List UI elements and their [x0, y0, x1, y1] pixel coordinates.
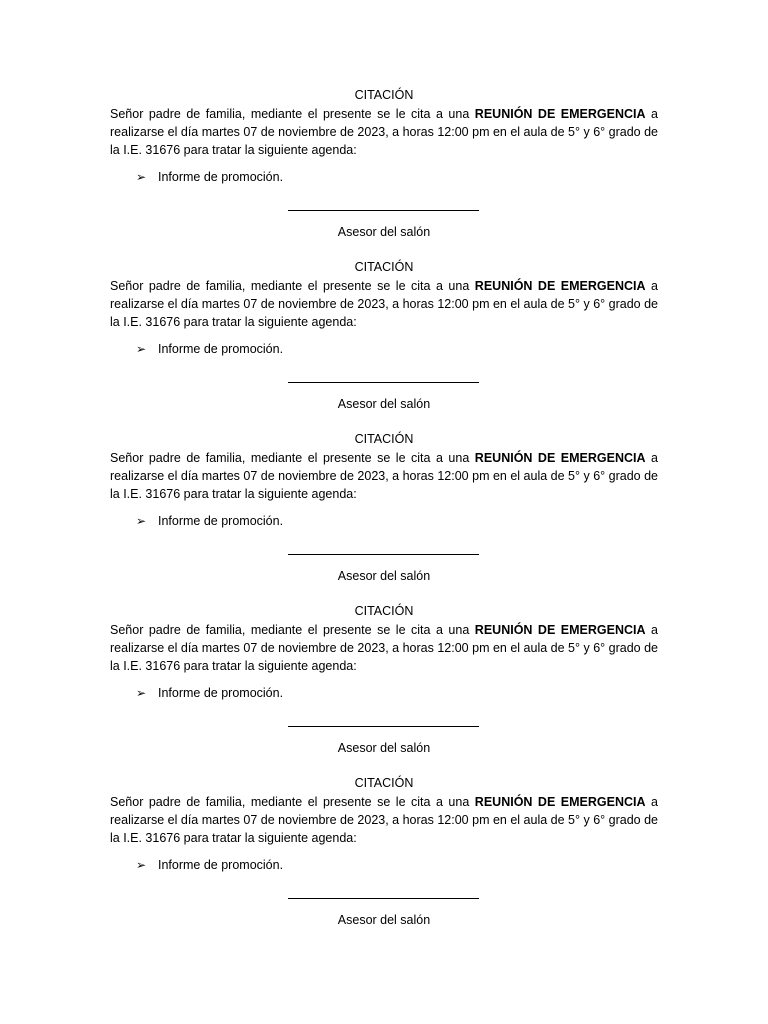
citation-block [110, 603, 658, 765]
signature-line [288, 898, 479, 899]
paragraph-text-end: a realizarse el día martes 07 de noviembre de 2023, a horas 12:00 pm en el aula de 5° y 6° grado de la I.E. 31676 para tratar la siguiente agenda: [110, 279, 658, 330]
paragraph-emphasis: REUNIÓN DE EMERGENCIA [474, 795, 646, 809]
citation-block [110, 87, 658, 249]
paragraph-text-end: a realizarse el día martes 07 de noviembre de 2023, a horas 12:00 pm en el aula de 5° y 6° grado de la I.E. 31676 para tratar la siguiente agenda: [110, 107, 658, 158]
signature-label: Asesor del salón [337, 569, 431, 583]
agenda-item [136, 341, 283, 357]
arrowhead-bullet-icon: ➢ [136, 170, 147, 184]
signature-line [288, 210, 479, 211]
citation-title: CITACIÓN [354, 88, 414, 102]
citation-paragraph [110, 449, 658, 504]
paragraph-emphasis: REUNIÓN DE EMERGENCIA [474, 623, 646, 637]
agenda-item [136, 857, 283, 873]
paragraph-text-end: a realizarse el día martes 07 de noviembre de 2023, a horas 12:00 pm en el aula de 5° y 6° grado de la I.E. 31676 para tratar la siguiente agenda: [110, 623, 658, 674]
paragraph-text-start: Señor padre de familia, mediante el presente se le cita a una [110, 623, 475, 637]
citation-block [110, 775, 658, 937]
arrowhead-bullet-icon: ➢ [136, 686, 147, 700]
paragraph-emphasis: REUNIÓN DE EMERGENCIA [474, 107, 646, 121]
agenda-item-text: Informe de promoción. [158, 170, 284, 184]
paragraph-text-start: Señor padre de familia, mediante el presente se le cita a una [110, 795, 475, 809]
signature-line [288, 554, 479, 555]
agenda-item-text: Informe de promoción. [158, 686, 284, 700]
citation-paragraph [110, 277, 658, 332]
signature-label: Asesor del salón [337, 397, 431, 411]
citation-paragraph [110, 105, 658, 160]
agenda-item [136, 169, 283, 185]
agenda-item [136, 513, 283, 529]
paragraph-text-end: a realizarse el día martes 07 de noviembre de 2023, a horas 12:00 pm en el aula de 5° y 6° grado de la I.E. 31676 para tratar la siguiente agenda: [110, 451, 658, 502]
citation-title: CITACIÓN [354, 604, 414, 618]
signature-label: Asesor del salón [337, 913, 431, 927]
arrowhead-bullet-icon: ➢ [136, 342, 147, 356]
citation-block [110, 259, 658, 421]
paragraph-text-start: Señor padre de familia, mediante el presente se le cita a una [110, 279, 475, 293]
arrowhead-bullet-icon: ➢ [136, 514, 147, 528]
agenda-item-text: Informe de promoción. [158, 858, 284, 872]
arrowhead-bullet-icon: ➢ [136, 858, 147, 872]
citation-paragraph [110, 621, 658, 676]
signature-line [288, 382, 479, 383]
agenda-item-text: Informe de promoción. [158, 514, 284, 528]
signature-line [288, 726, 479, 727]
paragraph-text-start: Señor padre de familia, mediante el presente se le cita a una [110, 451, 475, 465]
citation-block [110, 431, 658, 593]
agenda-item [136, 685, 283, 701]
paragraph-emphasis: REUNIÓN DE EMERGENCIA [474, 451, 646, 465]
paragraph-text-end: a realizarse el día martes 07 de noviembre de 2023, a horas 12:00 pm en el aula de 5° y 6° grado de la I.E. 31676 para tratar la siguiente agenda: [110, 795, 658, 846]
signature-label: Asesor del salón [337, 741, 431, 755]
paragraph-emphasis: REUNIÓN DE EMERGENCIA [474, 279, 646, 293]
agenda-item-text: Informe de promoción. [158, 342, 284, 356]
citation-title: CITACIÓN [354, 776, 414, 790]
signature-label: Asesor del salón [337, 225, 431, 239]
citation-title: CITACIÓN [354, 432, 414, 446]
paragraph-text-start: Señor padre de familia, mediante el presente se le cita a una [110, 107, 475, 121]
citation-paragraph [110, 793, 658, 848]
citation-title: CITACIÓN [354, 260, 414, 274]
